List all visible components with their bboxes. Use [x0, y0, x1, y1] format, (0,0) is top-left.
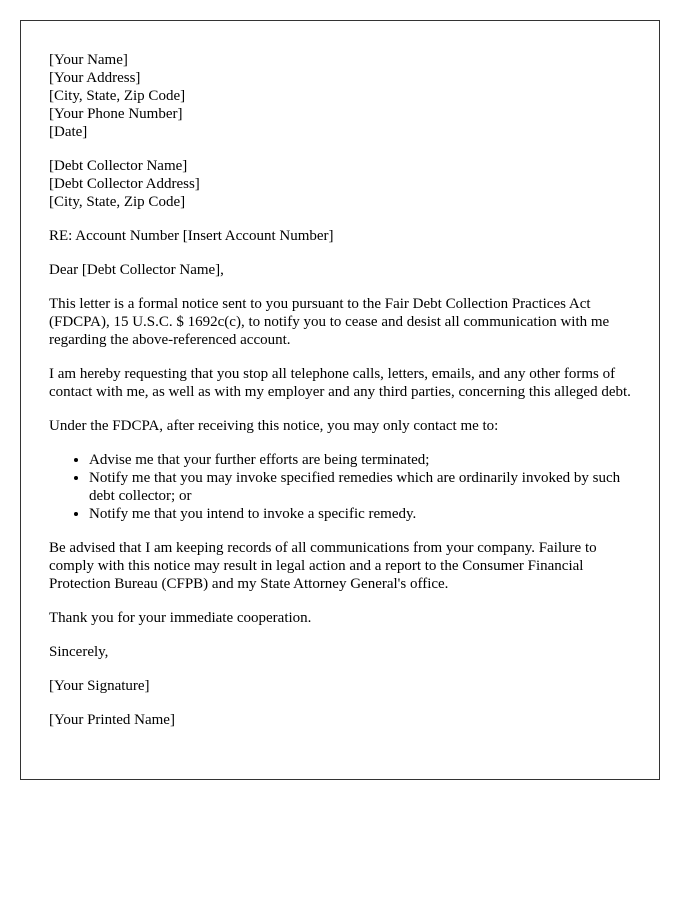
list-item: • Advise me that your further efforts are being terminated;	[89, 451, 631, 469]
body-paragraph: This letter is a formal notice sent to you pursuant to the Fair Debt Collection Practices Act (FDCPA), 15 U.S.C. $ 1692c(c), to notify you to cease and desist all communication with me regarding the above-referenced account.	[49, 296, 610, 348]
signature-line: [Your Signature]	[49, 678, 150, 694]
printed-name-line: [Your Printed Name]	[49, 712, 175, 728]
body-paragraph: Be advised that I am keeping records of all communications from your company. Failure to comply with this notice may result in legal action and a report to the Consumer Financial Protection Bureau (CFPB) and my State Attorney General's office.	[49, 540, 597, 592]
recipient-address: [Debt Collector Address]	[49, 176, 200, 192]
list-item: • Notify me that you intend to invoke a specific remedy.	[89, 505, 631, 523]
sender-name: [Your Name]	[49, 52, 128, 68]
re-line: RE: Account Number [Insert Account Number]	[49, 228, 334, 244]
body-paragraph: I am hereby requesting that you stop all telephone calls, letters, emails, and any other forms of contact with me, as well as with my employer and any third parties, concerning this alleged debt.	[49, 366, 631, 400]
list-item: • Notify me that you may invoke specified remedies which are ordinarily invoked by such debt collector; or	[89, 469, 631, 505]
recipient-city-state-zip: [City, State, Zip Code]	[49, 194, 186, 210]
valediction: Sincerely,	[49, 644, 109, 660]
sender-phone: [Your Phone Number]	[49, 106, 183, 122]
permitted-contact-list	[49, 451, 631, 523]
body-paragraph: Thank you for your immediate cooperation.	[49, 610, 312, 626]
body-paragraph: Under the FDCPA, after receiving this notice, you may only contact me to:	[49, 418, 499, 434]
sender-block	[49, 51, 631, 141]
sender-city-state-zip: [City, State, Zip Code]	[49, 88, 186, 104]
letter-date: [Date]	[49, 124, 88, 140]
recipient-block	[49, 157, 631, 211]
letter-page	[20, 20, 660, 780]
sender-address: [Your Address]	[49, 70, 141, 86]
salutation: Dear [Debt Collector Name],	[49, 262, 224, 278]
recipient-name: [Debt Collector Name]	[49, 158, 188, 174]
